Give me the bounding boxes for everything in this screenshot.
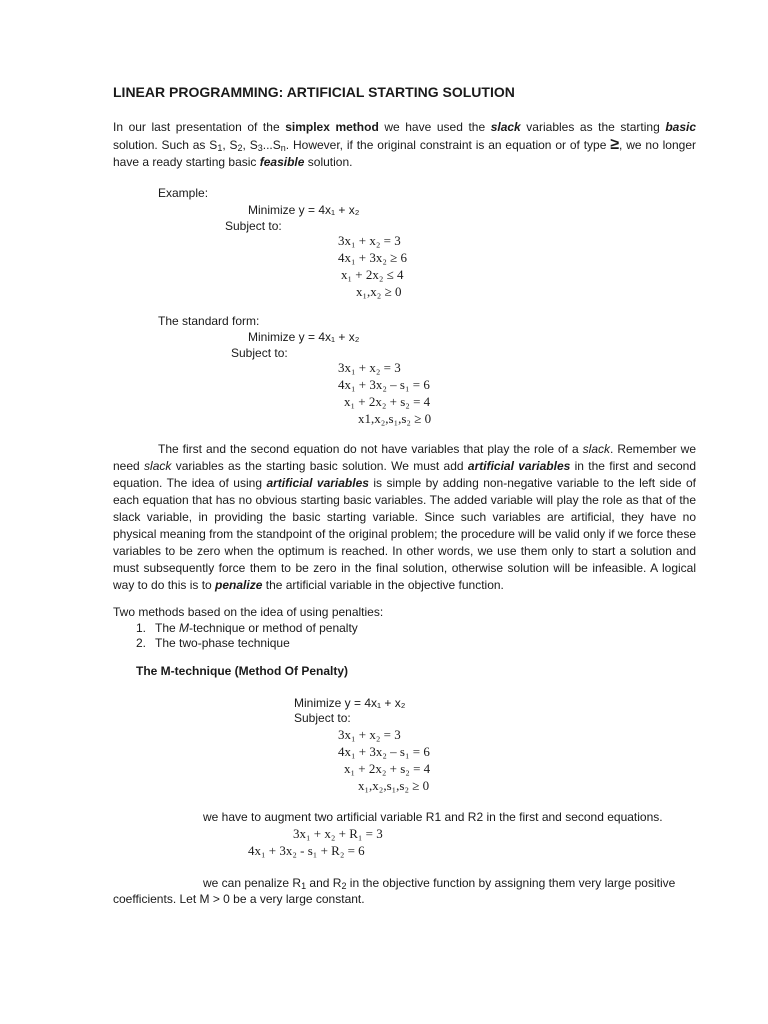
standard-constraint-3: x₁ + 2x₂ + s₂ = 4 [344, 394, 431, 409]
standard-constraint-2: 4x₁ + 3x₂ – s₁ = 6 [338, 377, 430, 392]
m-technique-constraint-1: 3x₁ + x₂ = 3 [338, 727, 401, 742]
augment-sentence: we have to augment two artificial variable R1 and R2 in the first and second equations. [203, 810, 663, 824]
page-title: LINEAR PROGRAMMING: ARTIFICIAL STARTING SOLUTION [113, 84, 515, 100]
m-technique-heading: The M-technique (Method Of Penalty) [136, 664, 348, 678]
standard-constraint-1: 3x₁ + x₂ = 3 [338, 360, 401, 375]
penalty-paragraph-line-2: coefficients. Let M > 0 be a very large constant. [113, 892, 365, 906]
example-constraint-2: 4x₁ + 3x₂ ≥ 6 [338, 250, 408, 265]
m-technique-constraint-3: x₁ + 2x₂ + s₂ = 4 [344, 761, 431, 776]
methods-list-item-2: 2. The two-phase technique [136, 636, 290, 650]
methods-list-item-1: 1. The M-technique or method of penalty [136, 621, 358, 635]
intro-paragraph: In our last presentation of the simplex method we have used the slack variables as the starting basic solution. Such as $S_1$, $S_2$, $S_3...S_n$. However, if the original constraint is an equation or of type ≥, we no longer have a ready starting basic feasible solution. [113, 120, 697, 169]
m-technique-constraint-2: 4x₁ + 3x₂ – s₁ = 6 [338, 744, 430, 759]
example-objective: Minimize y = 4x₁ + x₂ [248, 203, 360, 217]
standard-constraint-4: x1,x₂,s₁,s₂ ≥ 0 [358, 411, 432, 426]
augmented-equation-1: 3x₁ + x₂ + R₁ = 3 [293, 826, 383, 841]
m-technique-objective: Minimize y = 4x₁ + x₂ [294, 696, 406, 710]
example-constraint-3: x₁ + 2x₂ ≤ 4 [341, 267, 404, 282]
penalty-paragraph: we can penalize $R_1$ and $R_2$ in the objective function by assigning them very large positive [203, 876, 676, 891]
methods-intro: Two methods based on the idea of using penalties: [113, 605, 384, 619]
example-constraint-4: x₁,x₂ ≥ 0 [356, 284, 402, 299]
example-constraint-1: 3x₁ + x₂ = 3 [338, 233, 401, 248]
standard-subject-to: Subject to: [231, 346, 288, 360]
example-label: Example: [158, 186, 209, 200]
m-technique-subject-to: Subject to: [294, 711, 351, 725]
artificial-variables-paragraph: The first and the second equation do not have variables that play the role of a slack. Remember we need slack variables as the starting basic solution. We must add artificial variables in the first and second equation. The idea of using artificial variables is simple by adding non-negative variable to the left side of each equation that has no obvious starting basic variables. The added variable will play the role as that of the slack variable, in providing the basic starting variable. Since such variables are artificial, they have no physical meaning from the standpoint of the original problem; the procedure will be valid only if we force these variables to be zero when the optimum is reached. In other words, we use them only to start a solution and must subsequently force them to be zero in the final solution, otherwise solution will be infeasible. A logical way to do this is to penalize the artificial variable in the objective function. [113, 442, 697, 592]
example-subject-to: Subject to: [225, 219, 282, 233]
m-technique-constraint-4: x₁,x₂,s₁,s₂ ≥ 0 [358, 778, 430, 793]
standard-objective: Minimize y = 4x₁ + x₂ [248, 330, 360, 344]
standard-form-label: The standard form: [158, 314, 260, 328]
augmented-equation-2: 4x₁ + 3x₂ - s₁ + R₂ = 6 [248, 843, 365, 858]
